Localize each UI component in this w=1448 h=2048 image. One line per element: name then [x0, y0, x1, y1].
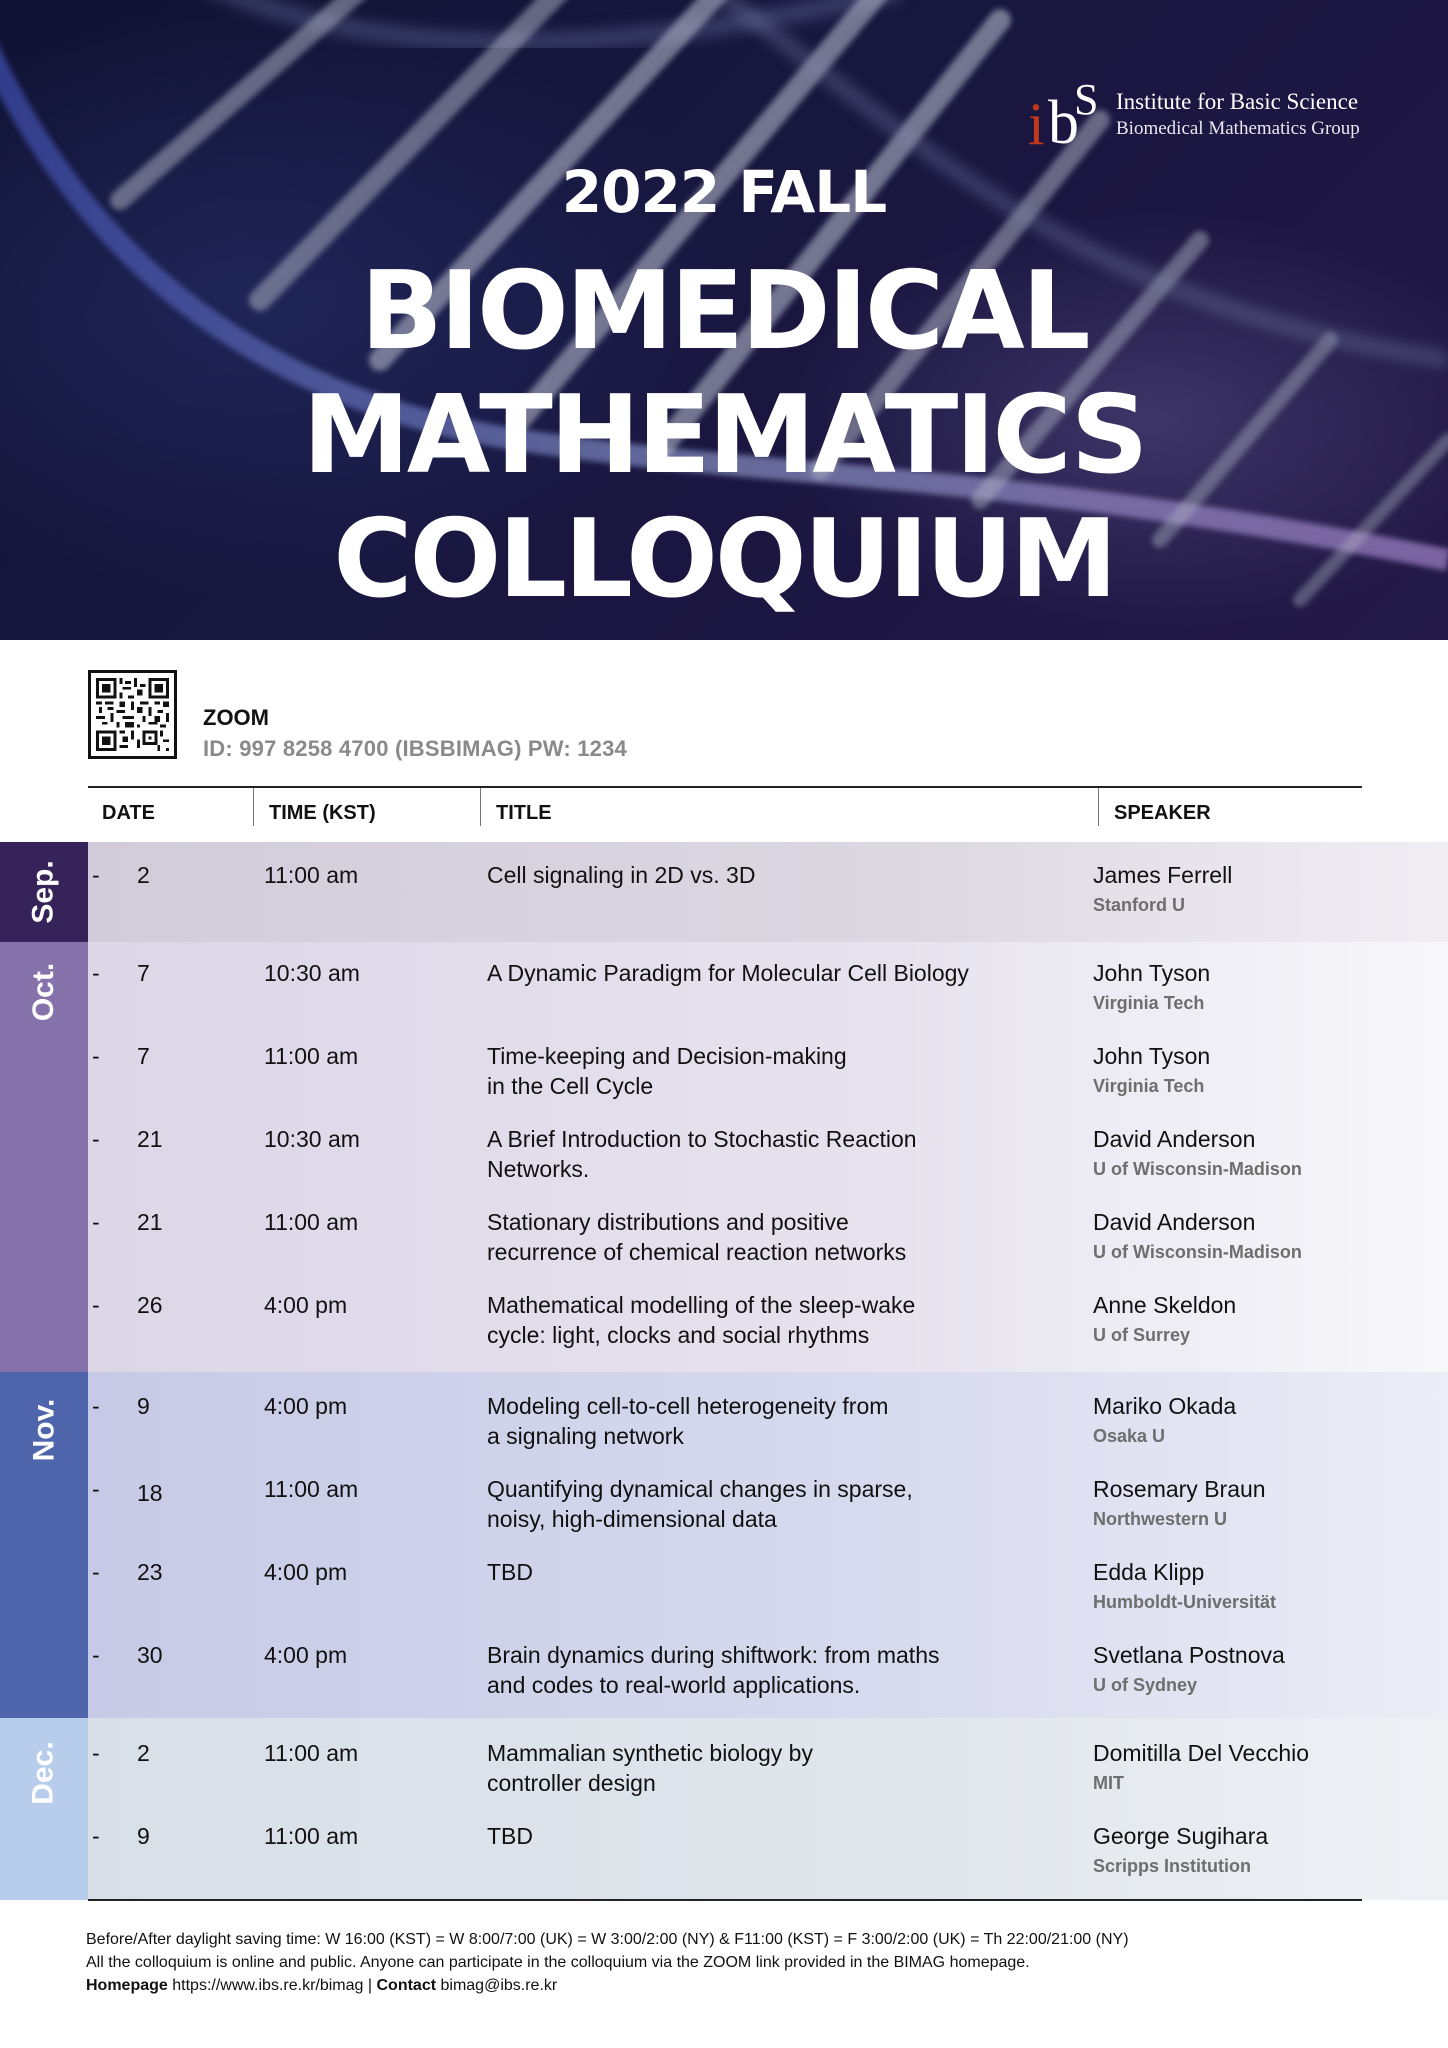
season-heading: 2022 FALL [561, 158, 887, 226]
time: 4:00 pm [264, 1292, 348, 1318]
contact-line: Homepage https://www.ibs.re.kr/bimag | Contact bimag@ibs.re.kr [86, 1977, 558, 1994]
speaker: John Tyson Virginia Tech [1093, 960, 1211, 1013]
date-day: 21 [137, 1209, 163, 1235]
speaker: Anne Skeldon U of Surrey [1093, 1292, 1237, 1345]
time: 4:00 pm [264, 1642, 348, 1668]
date-day: 9 [137, 1393, 150, 1419]
speaker: David Anderson U of Wisconsin-Madison [1093, 1209, 1302, 1262]
talk-title: Stationary distributions and positive recurrence of chemical reaction networks [487, 1209, 907, 1265]
table-bottom-rule [88, 1899, 1362, 1901]
org-name: Institute for Basic Science [1116, 89, 1359, 114]
column-header-time: TIME (KST) [269, 802, 376, 824]
contact-label: Contact [376, 1977, 437, 1994]
homepage-link[interactable]: https://www.ibs.re.kr/bimag [172, 1977, 364, 1994]
speaker: James Ferrell Stanford U [1093, 862, 1233, 915]
time: 11:00 am [264, 1043, 359, 1069]
date-day: 2 [137, 862, 150, 888]
group-name: Biomedical Mathematics Group [1116, 118, 1360, 139]
online-note: All the colloquium is online and public. Anyone can participate in the colloquium via the ZOOM link provided in the BIMAG homepage. [86, 1954, 1030, 1971]
month-label: Sep. [26, 860, 60, 924]
time: 11:00 am [264, 1823, 359, 1849]
speaker: George Sugihara Scripps Institution [1093, 1823, 1269, 1876]
time: 4:00 pm [264, 1559, 348, 1585]
time: 11:00 am [264, 1740, 359, 1766]
date-day: 26 [137, 1292, 163, 1318]
title-line-3: COLLOQUIUM [333, 497, 1115, 622]
dst-note: Before/After daylight saving time: W 16:00 (KST) = W 8:00/7:00 (UK) = W 3:00/2:00 (NY) & F11:00 (KST) = F 3:00/2:00 (UK) = Th 22:00/21:00 (NY) [86, 1931, 1129, 1948]
time: 10:30 am [264, 960, 360, 986]
speaker: Mariko Okada Osaka U [1093, 1393, 1237, 1446]
title-line-1: BIOMEDICAL [360, 249, 1088, 374]
talk-title: Brain dynamics during shiftwork: from maths and codes to real-world applications. [487, 1642, 940, 1698]
zoom-label: ZOOM [203, 705, 269, 730]
time: 10:30 am [264, 1126, 360, 1152]
date-day: 18 [137, 1480, 163, 1506]
talk-title: Quantifying dynamical changes in sparse, noisy, high-dimensional data [487, 1476, 913, 1532]
month-label: Oct. [26, 962, 60, 1022]
time: 11:00 am [264, 1476, 359, 1502]
date-day: 7 [137, 1043, 150, 1069]
column-header-title: TITLE [496, 802, 552, 824]
contact-email-link[interactable]: bimag@ibs.re.kr [440, 1977, 558, 1994]
talk-title: Mathematical modelling of the sleep-wake cycle: light, clocks and social rhythms [487, 1292, 916, 1348]
ibs-logo-mark-icon: i b S [1028, 75, 1099, 157]
month-label: Nov. [26, 1398, 60, 1461]
date-day: 23 [137, 1559, 163, 1585]
qr-code-icon[interactable] [88, 670, 177, 759]
speaker: Svetlana Postnova U of Sydney [1093, 1642, 1285, 1695]
speaker: Domitilla Del Vecchio MIT [1093, 1740, 1310, 1793]
month-label: Dec. [27, 1741, 60, 1805]
date-day: 21 [137, 1126, 163, 1152]
date-day: 2 [137, 1740, 150, 1766]
table-top-rule [88, 786, 1362, 788]
talk-title: TBD [487, 1559, 533, 1585]
talk-title: A Dynamic Paradigm for Molecular Cell Biology [487, 960, 969, 986]
time: 11:00 am [264, 862, 359, 888]
column-header-date: DATE [102, 802, 155, 824]
speaker: Edda Klipp Humboldt-Universität [1093, 1559, 1277, 1612]
talk-title: Time-keeping and Decision-making in the Cell Cycle [487, 1043, 847, 1099]
speaker: John Tyson Virginia Tech [1093, 1043, 1211, 1096]
hero-banner [0, 0, 1448, 640]
zoom-meeting-details: ID: 997 8258 4700 (IBSBIMAG) PW: 1234 [203, 736, 627, 761]
column-divider [1098, 788, 1099, 826]
title-line-2: MATHEMATICS [302, 373, 1146, 498]
homepage-label: Homepage [86, 1977, 168, 1994]
date-day: 30 [137, 1642, 163, 1668]
column-divider [253, 788, 254, 826]
date-day: 7 [137, 960, 150, 986]
ibs-logo [1026, 75, 1360, 157]
speaker: David Anderson U of Wisconsin-Madison [1093, 1126, 1302, 1179]
talk-title: Modeling cell-to-cell heterogeneity from a signaling network [487, 1393, 889, 1449]
column-header-speaker: SPEAKER [1114, 802, 1211, 824]
talk-title: Cell signaling in 2D vs. 3D [487, 862, 756, 888]
speaker: Rosemary Braun Northwestern U [1093, 1476, 1266, 1529]
time: 4:00 pm [264, 1393, 348, 1419]
talk-title: A Brief Introduction to Stochastic Reaction Networks. [487, 1126, 917, 1182]
talk-title: Mammalian synthetic biology by controller design [487, 1740, 813, 1796]
time: 11:00 am [264, 1209, 359, 1235]
date-day: 9 [137, 1823, 150, 1849]
talk-title: TBD [487, 1823, 533, 1849]
column-divider [480, 788, 481, 826]
